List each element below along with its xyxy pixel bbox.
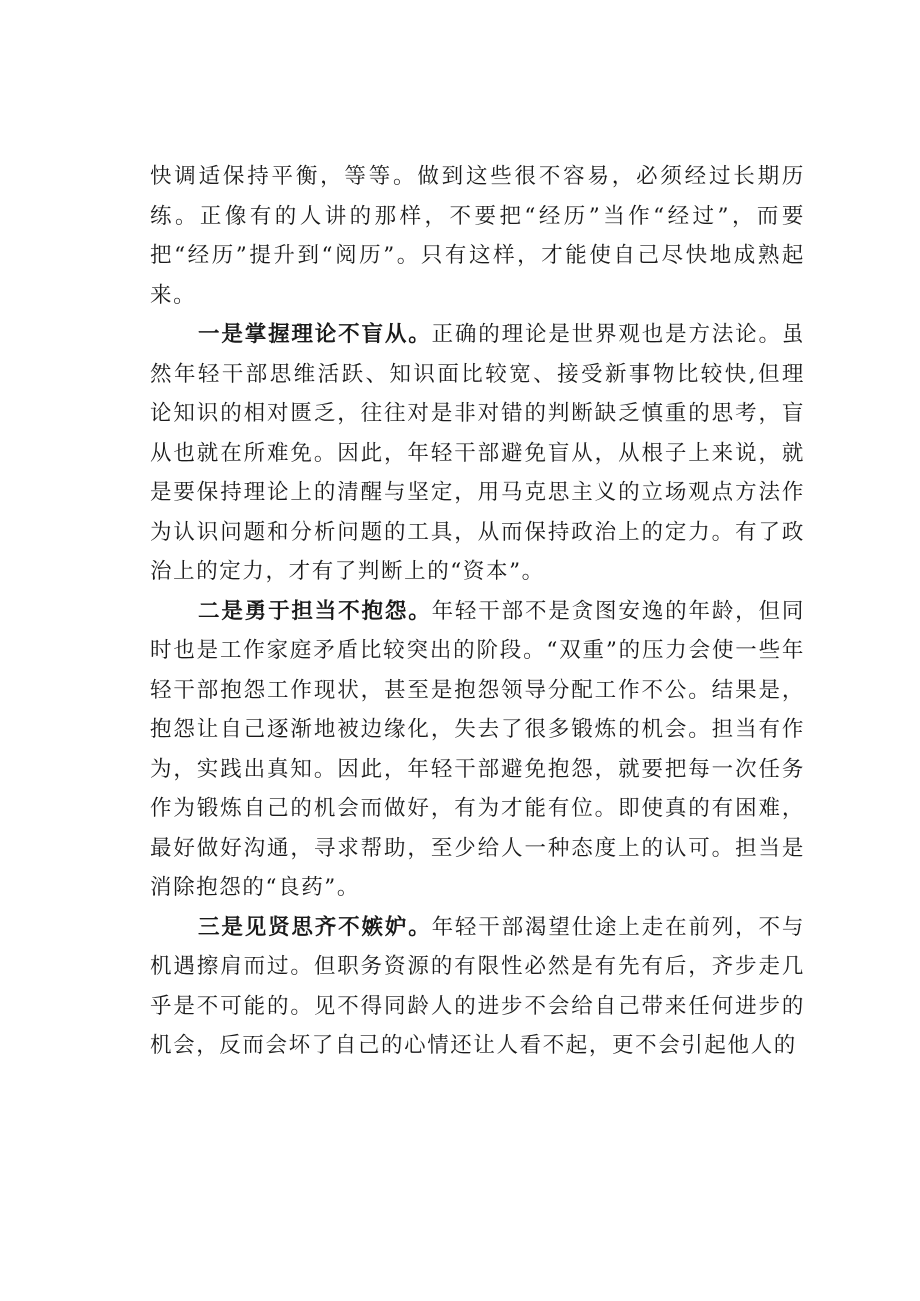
- paragraph-theory: [150, 315, 805, 592]
- paragraph-heading: 三是见贤思齐不嫉妒。: [198, 914, 432, 940]
- paragraph-continuation: [150, 157, 805, 315]
- paragraph-text: 年轻干部不是贪图安逸的年龄，但同时也是工作家庭矛盾比较突出的阶段。“双重”的压力会使一些年轻干部抱怨工作现状，甚至是抱怨领导分配工作不公。结果是，抱怨让自己逐渐地被边缘化，失去了很多锻炼的机会。担当有作为，实践出真知。因此，年轻干部避免抱怨，就要把每一次任务作为锻炼自己的机会而做好，有为才能有位。即使真的有困难，最好做好沟通，寻求帮助，至少给人一种态度上的认可。担当是消除抱怨的“良药”。: [150, 598, 805, 900]
- paragraph-heading: 一是掌握理论不盲从。: [198, 322, 432, 347]
- paragraph-heading: 二是勇于担当不抱怨。: [198, 598, 432, 624]
- paragraph-emulation: [150, 908, 805, 1066]
- paragraph-text: 快调适保持平衡，等等。做到这些很不容易，必须经过长期历练。正像有的人讲的那样，不要把“经历”当作“经过”，而要把“经历”提升到“阅历”。只有这样，才能使自己尽快地成熟起来。: [150, 164, 805, 308]
- document-page: [150, 157, 805, 1066]
- paragraph-responsibility: [150, 592, 805, 908]
- paragraph-text: 年轻干部渴望仕途上走在前列，不与机遇擦肩而过。但职务资源的有限性必然是有先有后，齐步走几乎是不可能的。见不得同龄人的进步不会给自己带来任何进步的机会，反而会坏了自己的心情还让人看不起，更不会引起他人的: [150, 914, 805, 1058]
- paragraph-text: 正确的理论是世界观也是方法论。虽然年轻干部思维活跃、知识面比较宽、接受新事物比较快,但理论知识的相对匮乏，往往对是非对错的判断缺乏慎重的思考，盲从也就在所难免。因此，年轻干部避免盲从，从根子上来说，就是要保持理论上的清醒与坚定，用马克思主义的立场观点方法作为认识问题和分析问题的工具，从而保持政治上的定力。有了政治上的定力，才有了判断上的“资本”。: [150, 322, 805, 584]
